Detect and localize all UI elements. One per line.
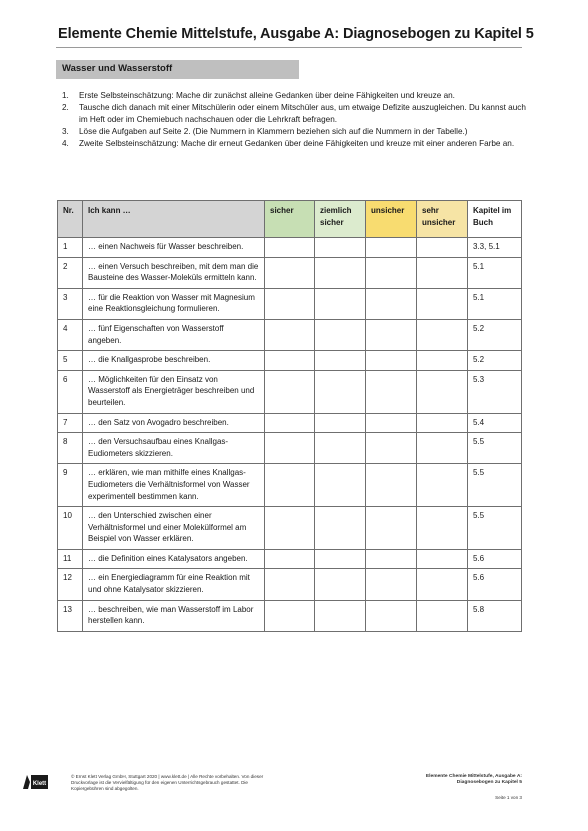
rating-cell-sehr-unsicher[interactable] [417, 257, 468, 288]
rating-cell-sicher[interactable] [265, 507, 315, 550]
rating-cell-unsicher[interactable] [366, 600, 417, 631]
competency-text: … ein Energiediagramm für eine Reaktion mit und ohne Katalysator skizzieren. [83, 569, 265, 600]
rating-cell-sicher[interactable] [265, 370, 315, 413]
rating-cell-sehr-unsicher[interactable] [417, 507, 468, 550]
klett-logo [22, 772, 48, 792]
table-header-row [58, 201, 522, 238]
rating-cell-sehr-unsicher[interactable] [417, 238, 468, 258]
rating-cell-sicher[interactable] [265, 413, 315, 433]
table-row [58, 569, 522, 600]
chapter-reference: 5.6 [468, 549, 522, 569]
rating-cell-unsicher[interactable] [366, 549, 417, 569]
table-row [58, 507, 522, 550]
rating-cell-ziemlich-sicher[interactable] [315, 370, 366, 413]
instruction-item [62, 138, 532, 149]
header-nr: Nr. [58, 201, 83, 238]
rating-cell-sehr-unsicher[interactable] [417, 464, 468, 507]
rating-cell-sehr-unsicher[interactable] [417, 413, 468, 433]
rating-cell-ziemlich-sicher[interactable] [315, 257, 366, 288]
chapter-reference: 5.6 [468, 569, 522, 600]
rating-cell-ziemlich-sicher[interactable] [315, 600, 366, 631]
competency-text: … Möglichkeiten für den Einsatz von Wasserstoff als Energieträger beschreiben und beurteilen. [83, 370, 265, 413]
competency-text: … die Knallgasprobe beschreiben. [83, 351, 265, 371]
instruction-item [62, 102, 532, 125]
rating-cell-unsicher[interactable] [366, 319, 417, 350]
table-row [58, 433, 522, 464]
page-title: Elemente Chemie Mittelstufe, Ausgabe A: Diagnosebogen zu Kapitel 5 [58, 26, 534, 42]
table-row [58, 319, 522, 350]
chapter-reference: 5.2 [468, 319, 522, 350]
rating-cell-sehr-unsicher[interactable] [417, 288, 468, 319]
chapter-reference: 5.5 [468, 464, 522, 507]
header-kapitel: Kapitel im Buch [468, 201, 522, 238]
instruction-item [62, 126, 532, 137]
header-ich-kann: Ich kann … [83, 201, 265, 238]
chapter-reference: 3.3, 5.1 [468, 238, 522, 258]
rating-cell-sicher[interactable] [265, 257, 315, 288]
header-ziemlich-sicher: ziemlich sicher [315, 201, 366, 238]
rating-cell-sehr-unsicher[interactable] [417, 319, 468, 350]
rating-cell-ziemlich-sicher[interactable] [315, 433, 366, 464]
page-number: Seite 1 von 3 [495, 795, 522, 800]
rating-cell-unsicher[interactable] [366, 238, 417, 258]
table-row [58, 413, 522, 433]
competency-text: … die Definition eines Katalysators angeben. [83, 549, 265, 569]
competency-text: … den Versuchsaufbau eines Knallgas-Eudiometers skizzieren. [83, 433, 265, 464]
instruction-text: Löse die Aufgaben auf Seite 2. (Die Nummern in Klammern beziehen sich auf die Nummern in der Tabelle.) [79, 126, 468, 136]
instruction-text: Erste Selbsteinschätzung: Mache dir zunächst alleine Gedanken über deine Fähigkeiten und kreuze an. [79, 91, 455, 100]
header-divider [56, 47, 522, 48]
rating-cell-sicher[interactable] [265, 319, 315, 350]
row-number: 13 [58, 600, 83, 631]
rating-cell-sehr-unsicher[interactable] [417, 600, 468, 631]
rating-cell-sehr-unsicher[interactable] [417, 433, 468, 464]
rating-cell-sicher[interactable] [265, 288, 315, 319]
chapter-reference: 5.5 [468, 433, 522, 464]
competency-text: … beschreiben, wie man Wasserstoff im Labor herstellen kann. [83, 600, 265, 631]
rating-cell-ziemlich-sicher[interactable] [315, 351, 366, 371]
rating-cell-sehr-unsicher[interactable] [417, 351, 468, 371]
chapter-reference: 5.8 [468, 600, 522, 631]
rating-cell-ziemlich-sicher[interactable] [315, 464, 366, 507]
table-row [58, 464, 522, 507]
rating-cell-ziemlich-sicher[interactable] [315, 288, 366, 319]
instruction-item [62, 90, 532, 101]
row-number: 10 [58, 507, 83, 550]
instruction-number: 2. [62, 103, 69, 113]
chapter-reference: 5.3 [468, 370, 522, 413]
competency-text: … erklären, wie man mithilfe eines Knallgas-Eudiometers die Verhältnisformel von Wasser experimentell bestimmen kann. [83, 464, 265, 507]
rating-cell-sicher[interactable] [265, 433, 315, 464]
rating-cell-unsicher[interactable] [366, 370, 417, 413]
row-number: 12 [58, 569, 83, 600]
rating-cell-ziemlich-sicher[interactable] [315, 319, 366, 350]
table-row [58, 370, 522, 413]
competency-text: … fünf Eigenschaften von Wasserstoff angeben. [83, 319, 265, 350]
row-number: 7 [58, 413, 83, 433]
competency-text: … einen Versuch beschreiben, mit dem man die Bausteine des Wasser-Moleküls ermitteln kann. [83, 257, 265, 288]
row-number: 9 [58, 464, 83, 507]
row-number: 2 [58, 257, 83, 288]
header-unsicher: unsicher [366, 201, 417, 238]
rating-cell-ziemlich-sicher[interactable] [315, 549, 366, 569]
footer-doc-title: Diagnosebogen zu Kapitel 5 [456, 780, 522, 785]
footer-book-title: Elemente Chemie Mittelstufe, Ausgabe A: [425, 774, 522, 779]
rating-cell-unsicher[interactable] [366, 257, 417, 288]
rating-cell-unsicher[interactable] [366, 464, 417, 507]
rating-cell-sicher[interactable] [265, 569, 315, 600]
rating-cell-sehr-unsicher[interactable] [417, 569, 468, 600]
self-assessment-table [57, 200, 522, 632]
instruction-text: Tausche dich danach mit einer Mitschülerin oder einem Mitschüler aus, um etwaige Defizite auszugleichen. Du kannst auch im Heft oder im Chemiebuch nachschauen oder die Lehrkraft befragen. [79, 103, 526, 124]
chapter-reference: 5.2 [468, 351, 522, 371]
instruction-text: Zweite Selbsteinschätzung: Mache dir erneut Gedanken über deine Fähigkeiten und kreuze mit einer anderen Farbe an. [79, 139, 515, 149]
instruction-list [62, 90, 532, 150]
row-number: 6 [58, 370, 83, 413]
row-number: 11 [58, 549, 83, 569]
rating-cell-sicher[interactable] [265, 600, 315, 631]
table-row [58, 288, 522, 319]
rating-cell-ziemlich-sicher[interactable] [315, 569, 366, 600]
competency-text: … einen Nachweis für Wasser beschreiben. [83, 238, 265, 258]
competency-text: … den Unterschied zwischen einer Verhältnisformel und einer Molekülformel am Beispiel von Wasser erklären. [83, 507, 265, 550]
table-row [58, 238, 522, 258]
rating-cell-sicher[interactable] [265, 351, 315, 371]
chapter-reference: 5.4 [468, 413, 522, 433]
footer-document-info [380, 774, 522, 786]
rating-cell-ziemlich-sicher[interactable] [315, 238, 366, 258]
instruction-number: 4. [62, 139, 69, 149]
rating-cell-unsicher[interactable] [366, 413, 417, 433]
competency-text: … für die Reaktion von Wasser mit Magnesium eine Reaktionsgleichung formulieren. [83, 288, 265, 319]
section-title: Wasser und Wasserstoff [62, 63, 173, 74]
rating-cell-ziemlich-sicher[interactable] [315, 507, 366, 550]
header-sehr-unsicher: sehr unsicher [417, 201, 468, 238]
rating-cell-sicher[interactable] [265, 238, 315, 258]
rating-cell-sehr-unsicher[interactable] [417, 549, 468, 569]
rating-cell-sicher[interactable] [265, 464, 315, 507]
rating-cell-sicher[interactable] [265, 549, 315, 569]
chapter-reference: 5.5 [468, 507, 522, 550]
row-number: 5 [58, 351, 83, 371]
klett-logo-text: Klett [32, 781, 47, 787]
instruction-number: 3. [62, 126, 69, 136]
table-row [58, 600, 522, 631]
rating-cell-sehr-unsicher[interactable] [417, 370, 468, 413]
row-number: 1 [58, 238, 83, 258]
chapter-reference: 5.1 [468, 288, 522, 319]
copyright-notice: © Ernst Klett Verlag GmbH, Stuttgart 2020 | www.klett.de | Alle Rechte vorbehalten. Von dieser Druckvorlage ist die Vervielfältigung für den eigenen Unterrichtsgebrauch gestattet. Die Kopiergebühren sind abgegolten. [71, 774, 264, 791]
rating-cell-unsicher[interactable] [366, 351, 417, 371]
rating-cell-ziemlich-sicher[interactable] [315, 413, 366, 433]
header-sicher: sicher [265, 201, 315, 238]
section-header [56, 60, 299, 79]
competency-text: … den Satz von Avogadro beschreiben. [83, 413, 265, 433]
rating-cell-unsicher[interactable] [366, 507, 417, 550]
row-number: 8 [58, 433, 83, 464]
rating-cell-unsicher[interactable] [366, 433, 417, 464]
chapter-reference: 5.1 [468, 257, 522, 288]
instruction-number: 1. [62, 91, 69, 100]
rating-cell-unsicher[interactable] [366, 288, 417, 319]
table-body [58, 238, 522, 632]
table-row [58, 257, 522, 288]
row-number: 4 [58, 319, 83, 350]
row-number: 3 [58, 288, 83, 319]
table-row [58, 549, 522, 569]
table-row [58, 351, 522, 371]
rating-cell-unsicher[interactable] [366, 569, 417, 600]
